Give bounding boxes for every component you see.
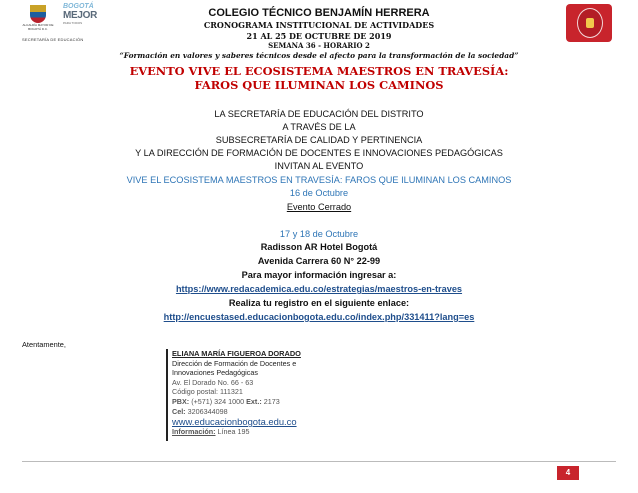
info-value: Línea 195 <box>217 427 250 437</box>
schedule-title: CRONOGRAMA INSTITUCIONAL DE ACTIVIDADES <box>203 20 435 30</box>
signer-role-line1: Dirección de Formación de Docentes e <box>172 358 297 368</box>
district-logo <box>21 5 55 41</box>
school-seal-logo <box>566 4 612 42</box>
signer-cell-line <box>172 407 342 417</box>
signer-phone-line <box>172 397 342 407</box>
schedule-dates: 21 AL 25 DE OCTUBRE DE 2019 <box>246 31 392 41</box>
bogota-logo-line3: PARA TODOS <box>63 21 83 25</box>
body-line: SUBSECRETARÍA DE CALIDAD Y PERTINENCIA <box>215 135 423 145</box>
schedule-week: SEMANA 36 - HORARIO 2 <box>268 41 370 50</box>
website-link[interactable]: www.educacionbogota.edu.co <box>172 416 297 428</box>
event-title-line1: EVENTO VIVE EL ECOSISTEMA MAESTROS EN TRAVESÍA: <box>129 64 509 78</box>
cel-label: Cel: <box>172 406 186 416</box>
bogota-logo-line2: MEJOR <box>63 10 98 21</box>
bogota-logo <box>63 3 103 35</box>
info-line <box>172 427 342 437</box>
body-line: Y LA DIRECCIÓN DE FORMACIÓN DE DOCENTES E INNOVACIONES PEDAGÓGICAS <box>135 148 503 158</box>
secretaria-label: SECRETARÍA DE EDUCACIÓN <box>22 37 84 42</box>
venue-name: Radisson AR Hotel Bogotá <box>260 242 378 252</box>
event-dates-open: 17 y 18 de Octubre <box>279 229 359 239</box>
closed-event-label: Evento Cerrado <box>286 202 352 212</box>
district-logo-text: ALCALDÍA MAYOR DE BOGOTÁ D.C. <box>22 23 54 31</box>
body-line: INVITAN AL EVENTO <box>274 161 364 171</box>
ext-number: 2173 <box>263 396 280 406</box>
bogota-logo-line1: BOGOTÁ <box>63 3 94 10</box>
event-date-closed: 16 de Octubre <box>289 188 349 198</box>
signer-name: ELIANA MARÍA FIGUEROA DORADO <box>172 349 301 358</box>
register-label: Realiza tu registro en el siguiente enlace: <box>228 298 410 308</box>
info-label: Información: <box>172 427 216 437</box>
school-name: COLEGIO TÉCNICO BENJAMÍN HERRERA <box>208 7 430 19</box>
shield-icon <box>30 5 46 23</box>
signer-address: Av. El Dorado No. 66 - 63 <box>172 377 254 387</box>
more-info-label: Para mayor información ingresar a: <box>241 270 397 280</box>
register-link[interactable]: http://encuestased.educacionbogota.edu.co/index.php/331411?lang=es <box>163 312 475 322</box>
footer-divider <box>22 461 616 462</box>
page-number-badge: 4 <box>557 466 579 480</box>
cel-number: 3206344098 <box>187 406 228 416</box>
pbx-number: (+571) 324 1000 <box>191 396 245 406</box>
pbx-label: PBX: <box>172 396 190 406</box>
event-name-line: VIVE EL ECOSISTEMA MAESTROS EN TRAVESÍA: FAROS QUE ILUMINAN LOS CAMINOS <box>126 175 512 185</box>
closing-text: Atentamente, <box>22 340 66 349</box>
body-line: A TRAVÉS DE LA <box>282 122 356 132</box>
info-link[interactable]: https://www.redacademica.edu.co/estrategias/maestros-en-traves <box>175 284 463 294</box>
school-motto: “Formación en valores y saberes técnicos desde el afecto para la transformación de la sociedad” <box>119 51 519 60</box>
ext-label: Ext.: <box>246 396 262 406</box>
signature-block <box>166 349 342 441</box>
signer-postal-code: Código postal: 111321 <box>172 387 243 397</box>
venue-address: Avenida Carrera 60 N° 22-99 <box>257 256 381 266</box>
signer-role-line2: Innovaciones Pedagógicas <box>172 368 258 378</box>
event-title-line2: FAROS QUE ILUMINAN LOS CAMINOS <box>194 78 444 92</box>
body-line: LA SECRETARÍA DE EDUCACIÓN DEL DISTRITO <box>214 109 424 119</box>
